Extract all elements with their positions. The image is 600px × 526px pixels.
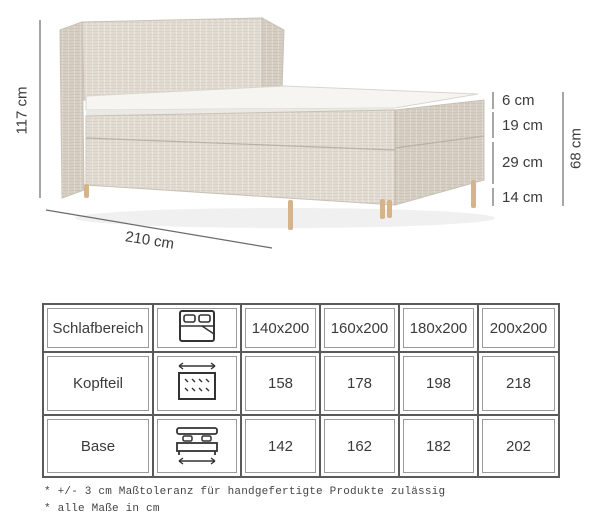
box-height-label: 29 cm [502,154,543,171]
row-label: Kopfteil [72,375,124,392]
size-header: 140x200 [251,319,310,337]
topper-height-label: 6 cm [502,92,535,109]
size-header: 200x200 [489,319,548,337]
mattress-height-label: 19 cm [502,117,543,134]
cell-value: 178 [346,375,373,392]
base-total-height-label: 68 cm [567,128,585,169]
table-cell [478,415,559,477]
row-icon-cell [153,415,241,477]
bed-base-width-icon [172,422,222,466]
table-row [43,415,559,477]
size-header: 180x200 [409,319,468,337]
table-cell [320,352,399,415]
bed-sleeping-area-icon [175,308,219,344]
legs-height-label: 14 cm [502,189,543,206]
cell-value: 202 [505,437,532,455]
row-label: Base [80,437,116,455]
cell-value: 142 [267,437,294,455]
tolerance-note: * +/- 3 cm Maßtoleranz für handgefertigte Produkte zulässig [44,486,446,498]
size-table [42,303,560,478]
headboard-width-icon [172,362,222,402]
size-header-cell [399,304,478,352]
height-total-label: 117 cm [13,86,31,135]
size-header-cell [241,304,320,352]
cell-value: 198 [425,375,452,392]
cell-value: 218 [505,375,532,392]
row-label-cell [43,415,153,477]
row-label-cell [43,352,153,415]
size-header-cell [478,304,559,352]
table-header-row [43,304,559,352]
length-label: 210 cm [123,228,176,253]
table-cell [399,415,478,477]
table-cell [478,352,559,415]
units-note: * alle Maße in cm [44,503,160,515]
table-cell [241,415,320,477]
table-row [43,352,559,415]
header-label: Schlafbereich [52,319,144,337]
size-header: 160x200 [330,319,389,337]
cell-value: 182 [425,437,452,455]
table-cell [399,352,478,415]
header-icon-cell [153,304,241,352]
row-icon-cell [153,352,241,415]
header-label-cell [43,304,153,352]
table-cell [320,415,399,477]
cell-value: 158 [267,375,294,392]
table-cell [241,352,320,415]
cell-value: 162 [346,437,373,455]
size-header-cell [320,304,399,352]
